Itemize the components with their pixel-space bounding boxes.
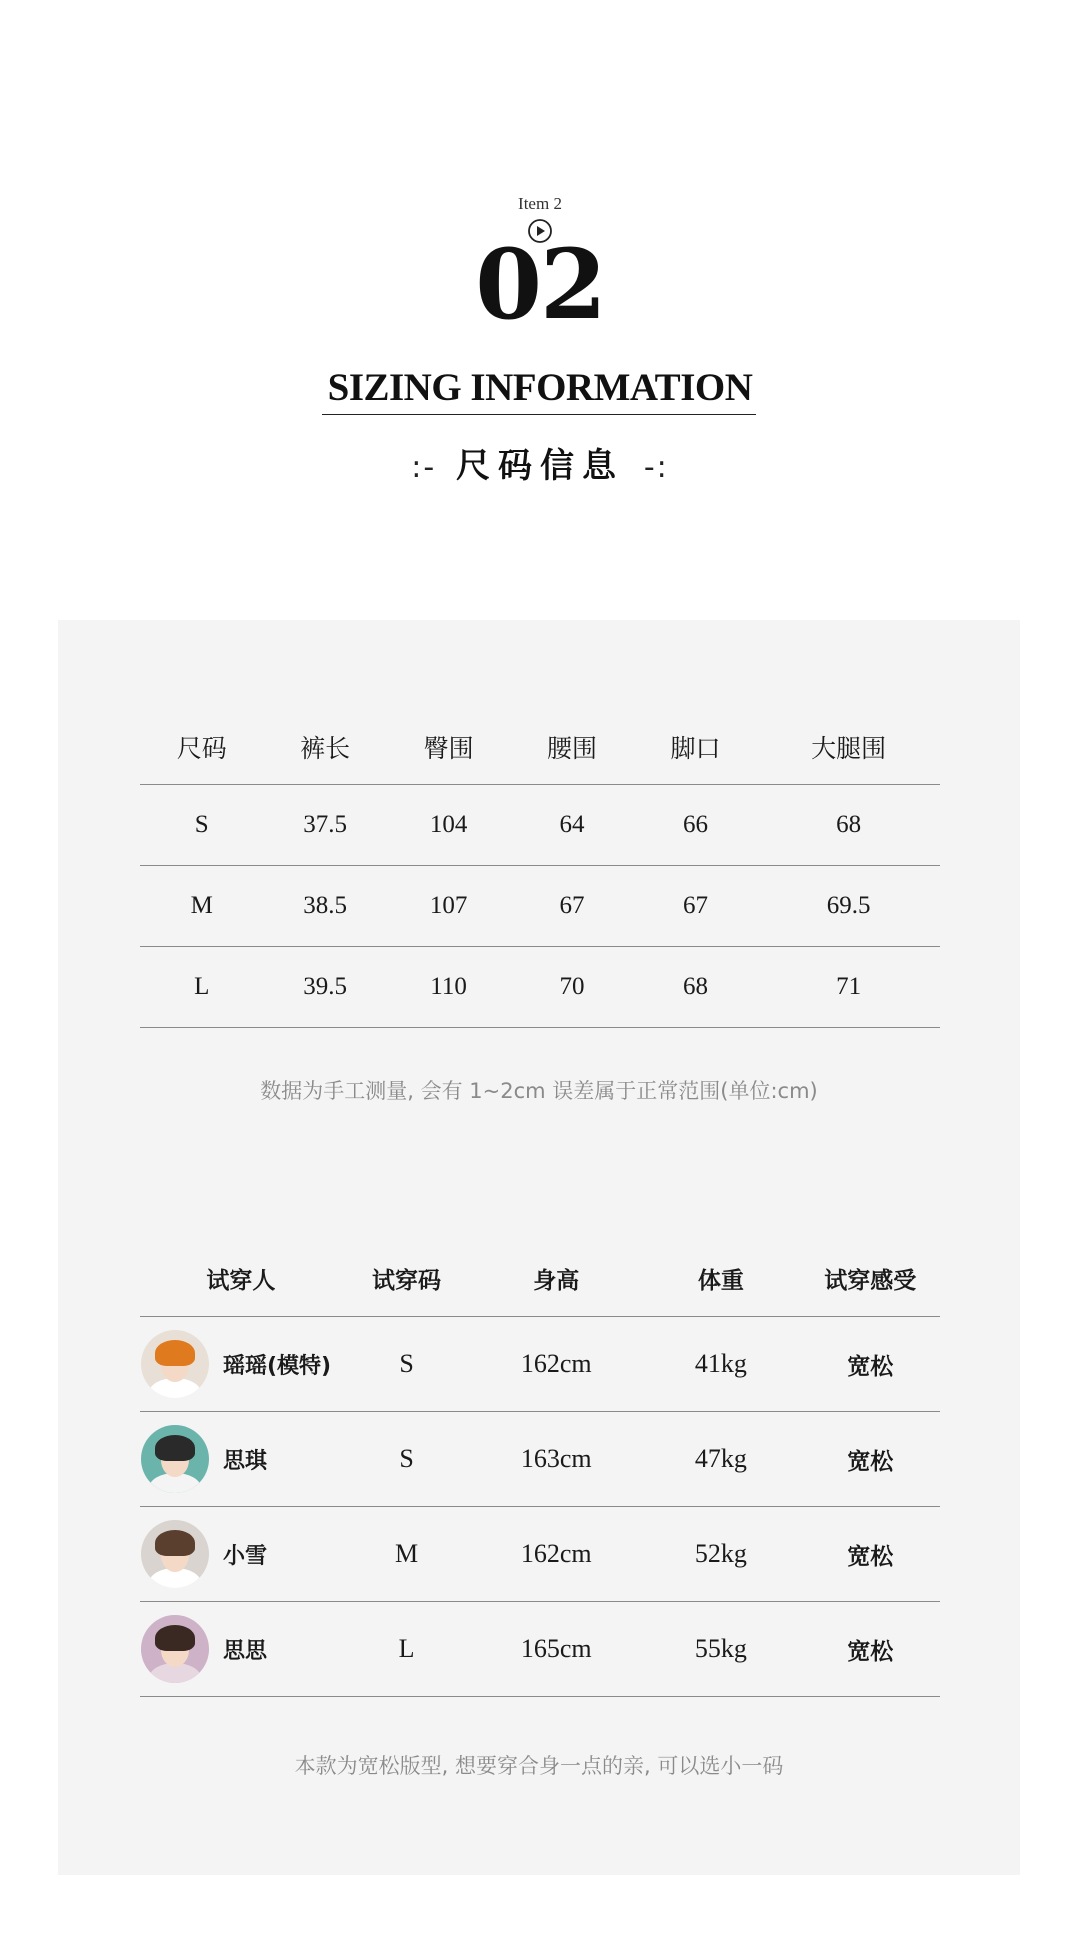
size-table-header: 尺码 bbox=[140, 710, 263, 785]
table-row bbox=[140, 1602, 940, 1697]
avatar bbox=[141, 1330, 209, 1398]
title-deco-left: :- bbox=[411, 450, 437, 485]
tester-name: 思思 bbox=[223, 1638, 268, 1664]
section-title-en: SIZING INFORMATION bbox=[327, 366, 753, 409]
table-cell: 165cm bbox=[471, 1602, 641, 1697]
table-cell: 71 bbox=[757, 947, 940, 1028]
size-table-header: 脚口 bbox=[634, 710, 757, 785]
tester-name: 瑶瑶(模特) bbox=[223, 1353, 332, 1379]
item-label: Item 2 bbox=[518, 194, 562, 213]
try-table-header: 身高 bbox=[471, 1240, 641, 1317]
table-cell: 47kg bbox=[641, 1412, 801, 1507]
table-cell: 67 bbox=[510, 866, 633, 947]
avatar bbox=[141, 1520, 209, 1588]
table-cell: 52kg bbox=[641, 1507, 801, 1602]
table-cell: 宽松 bbox=[801, 1507, 940, 1602]
table-cell: 41kg bbox=[641, 1317, 801, 1412]
section-title-cn bbox=[0, 438, 1080, 487]
size-table-header: 腰围 bbox=[510, 710, 633, 785]
table-cell: 68 bbox=[757, 785, 940, 866]
section-header bbox=[0, 0, 1080, 520]
size-table-header: 臀围 bbox=[387, 710, 510, 785]
title-cn-text: 尺码信息 bbox=[456, 446, 624, 486]
table-cell: L bbox=[140, 947, 263, 1028]
tester-name: 小雪 bbox=[223, 1543, 268, 1569]
title-deco-right: -: bbox=[643, 450, 669, 485]
tester-cell bbox=[140, 1602, 342, 1697]
measurement-note: 数据为手工测量, 会有 1~2cm 误差属于正常范围(单位:cm) bbox=[260, 1079, 818, 1103]
try-table-header: 试穿码 bbox=[342, 1240, 472, 1317]
title-underline bbox=[322, 414, 756, 415]
table-cell: 宽松 bbox=[801, 1317, 940, 1412]
size-table bbox=[140, 710, 940, 1028]
table-cell: 162cm bbox=[471, 1507, 641, 1602]
table-row bbox=[140, 1412, 940, 1507]
table-row bbox=[140, 1507, 940, 1602]
tester-cell bbox=[140, 1507, 342, 1602]
table-cell: M bbox=[342, 1507, 472, 1602]
try-table-header-row bbox=[140, 1240, 940, 1317]
table-cell: S bbox=[342, 1412, 472, 1507]
sizing-panel bbox=[58, 620, 1020, 1875]
table-cell: 110 bbox=[387, 947, 510, 1028]
table-cell: 67 bbox=[634, 866, 757, 947]
table-cell: 宽松 bbox=[801, 1602, 940, 1697]
table-cell: 162cm bbox=[471, 1317, 641, 1412]
table-cell: 70 bbox=[510, 947, 633, 1028]
table-cell: M bbox=[140, 866, 263, 947]
table-cell: 38.5 bbox=[263, 866, 386, 947]
table-row bbox=[140, 785, 940, 866]
try-table-header: 试穿感受 bbox=[801, 1240, 940, 1317]
size-table-header-row bbox=[140, 710, 940, 785]
table-cell: 宽松 bbox=[801, 1412, 940, 1507]
table-cell: 37.5 bbox=[263, 785, 386, 866]
table-cell: L bbox=[342, 1602, 472, 1697]
size-table-header: 裤长 bbox=[263, 710, 386, 785]
tester-name: 思琪 bbox=[223, 1448, 268, 1474]
table-cell: S bbox=[342, 1317, 472, 1412]
table-cell: 107 bbox=[387, 866, 510, 947]
tester-cell bbox=[140, 1317, 342, 1412]
fit-note: 本款为宽松版型, 想要穿合身一点的亲, 可以选小一码 bbox=[294, 1754, 784, 1778]
table-cell: 163cm bbox=[471, 1412, 641, 1507]
avatar bbox=[141, 1425, 209, 1493]
table-cell: 39.5 bbox=[263, 947, 386, 1028]
table-cell: S bbox=[140, 785, 263, 866]
try-table-header: 体重 bbox=[641, 1240, 801, 1317]
section-number: 02 bbox=[475, 228, 605, 341]
table-row bbox=[140, 866, 940, 947]
table-cell: 68 bbox=[634, 947, 757, 1028]
tester-cell bbox=[140, 1412, 342, 1507]
table-cell: 55kg bbox=[641, 1602, 801, 1697]
table-cell: 64 bbox=[510, 785, 633, 866]
table-row bbox=[140, 1317, 940, 1412]
try-table-header: 试穿人 bbox=[140, 1240, 342, 1317]
size-table-header: 大腿围 bbox=[757, 710, 940, 785]
table-cell: 69.5 bbox=[757, 866, 940, 947]
try-on-table bbox=[140, 1240, 940, 1697]
table-row bbox=[140, 947, 940, 1028]
table-cell: 66 bbox=[634, 785, 757, 866]
avatar bbox=[141, 1615, 209, 1683]
table-cell: 104 bbox=[387, 785, 510, 866]
